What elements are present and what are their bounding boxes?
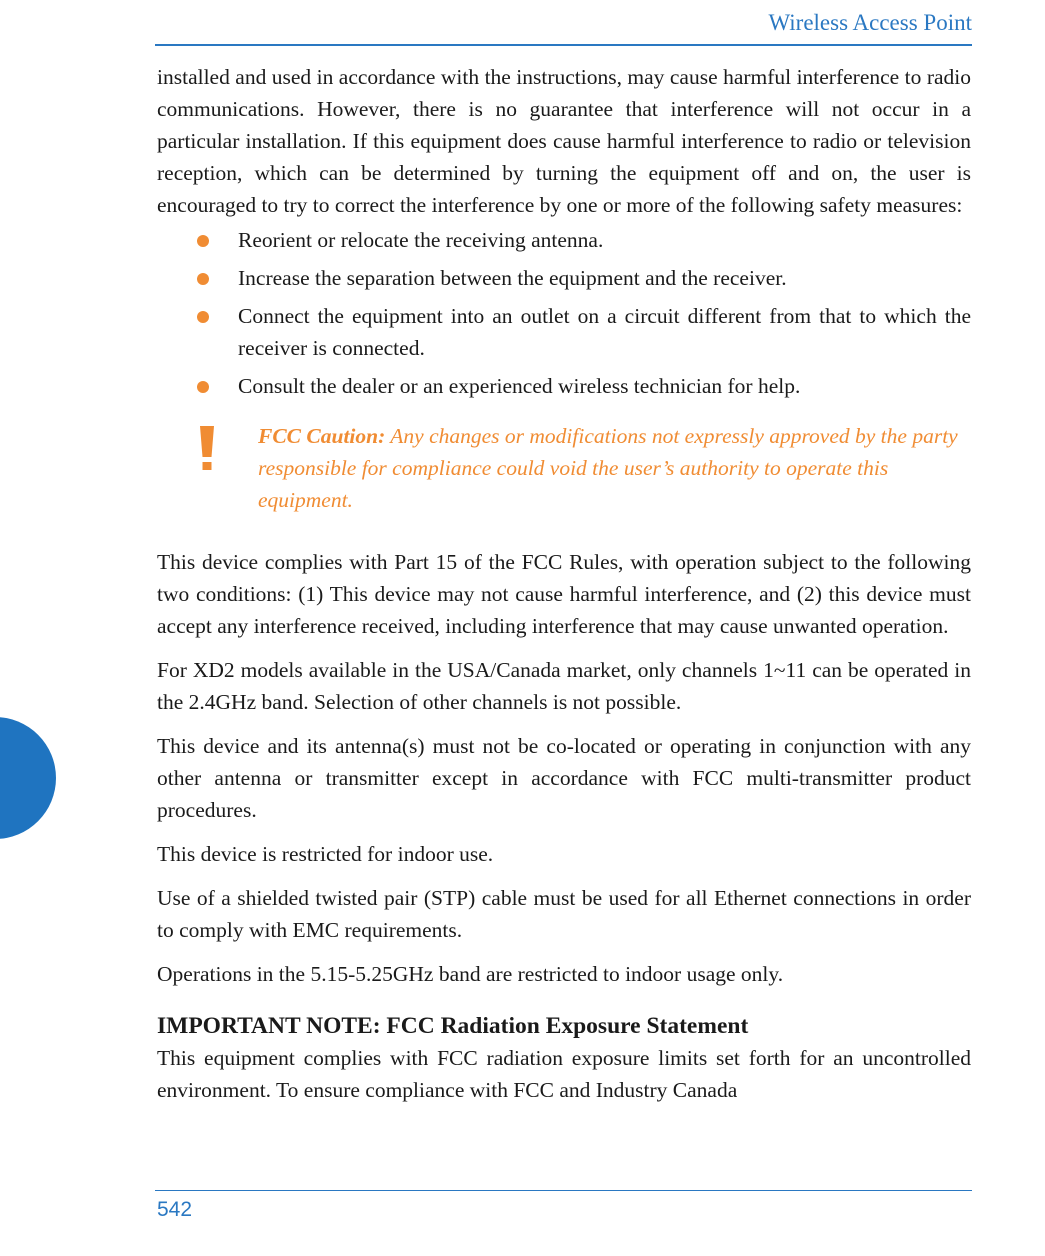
safety-measures-list [157,224,971,402]
bullet-dot-icon [197,381,209,393]
page-content [157,61,971,1106]
caution-text: Any changes or modifications not expressly approved by the party responsible for compliance could void the user’s authority to operate this equipment. [258,424,958,512]
paragraph-5ghz-band: Operations in the 5.15-5.25GHz band are restricted to indoor usage only. [157,962,784,986]
page-header [155,0,972,46]
list-item-text: Consult the dealer or an experienced wireless technician for help. [238,374,801,398]
exclamation-icon [199,426,215,470]
intro-paragraph: installed and used in accordance with the instructions, may cause harmful interference to radio communications. However, there is no guarantee that interference will not occur in a particular installation. If this equipment does cause harmful interference to radio or television reception, which can be determined by turning the equipment off and on, the user is encouraged to try to correct the interference by one or more of the following safety measures: [157,65,971,217]
header-title: Wireless Access Point [768,10,972,35]
bullet-dot-icon [197,235,209,247]
list-item [157,224,971,256]
list-item [157,300,971,364]
section-heading: IMPORTANT NOTE: FCC Radiation Exposure Statement [157,1013,749,1039]
section-paragraph: This equipment complies with FCC radiation exposure limits set forth for an uncontrolled environment. To ensure compliance with FCC and Industry Canada [157,1046,971,1102]
list-item-text: Connect the equipment into an outlet on a circuit different from that to which the receiver is connected. [238,304,971,360]
page-number: 542 [157,1198,193,1221]
caution-label: FCC Caution: [258,424,386,448]
paragraph-stp-cable: Use of a shielded twisted pair (STP) cable must be used for all Ethernet connections in order to comply with EMC requirements. [157,886,971,942]
list-item [157,370,971,402]
paragraph-colocation: This device and its antenna(s) must not be co-located or operating in conjunction with any other antenna or transmitter except in accordance with FCC multi-transmitter product procedures. [157,734,971,822]
paragraph-channels: For XD2 models available in the USA/Canada market, only channels 1~11 can be operated in the 2.4GHz band. Selection of other channels is not possible. [157,658,971,714]
page-footer [155,1190,972,1221]
paragraph-part15: This device complies with Part 15 of the FCC Rules, with operation subject to the following two conditions: (1) This device may not cause harmful interference, and (2) this device must accept any interference received, including interference that may cause unwanted operation. [157,550,971,638]
list-item [157,262,971,294]
bullet-dot-icon [197,273,209,285]
chapter-side-tab [0,717,56,839]
bullet-dot-icon [197,311,209,323]
list-item-text: Reorient or relocate the receiving antenna. [238,228,604,252]
paragraph-indoor: This device is restricted for indoor use. [157,842,494,866]
list-item-text: Increase the separation between the equipment and the receiver. [238,266,787,290]
fcc-caution-note [157,420,971,516]
